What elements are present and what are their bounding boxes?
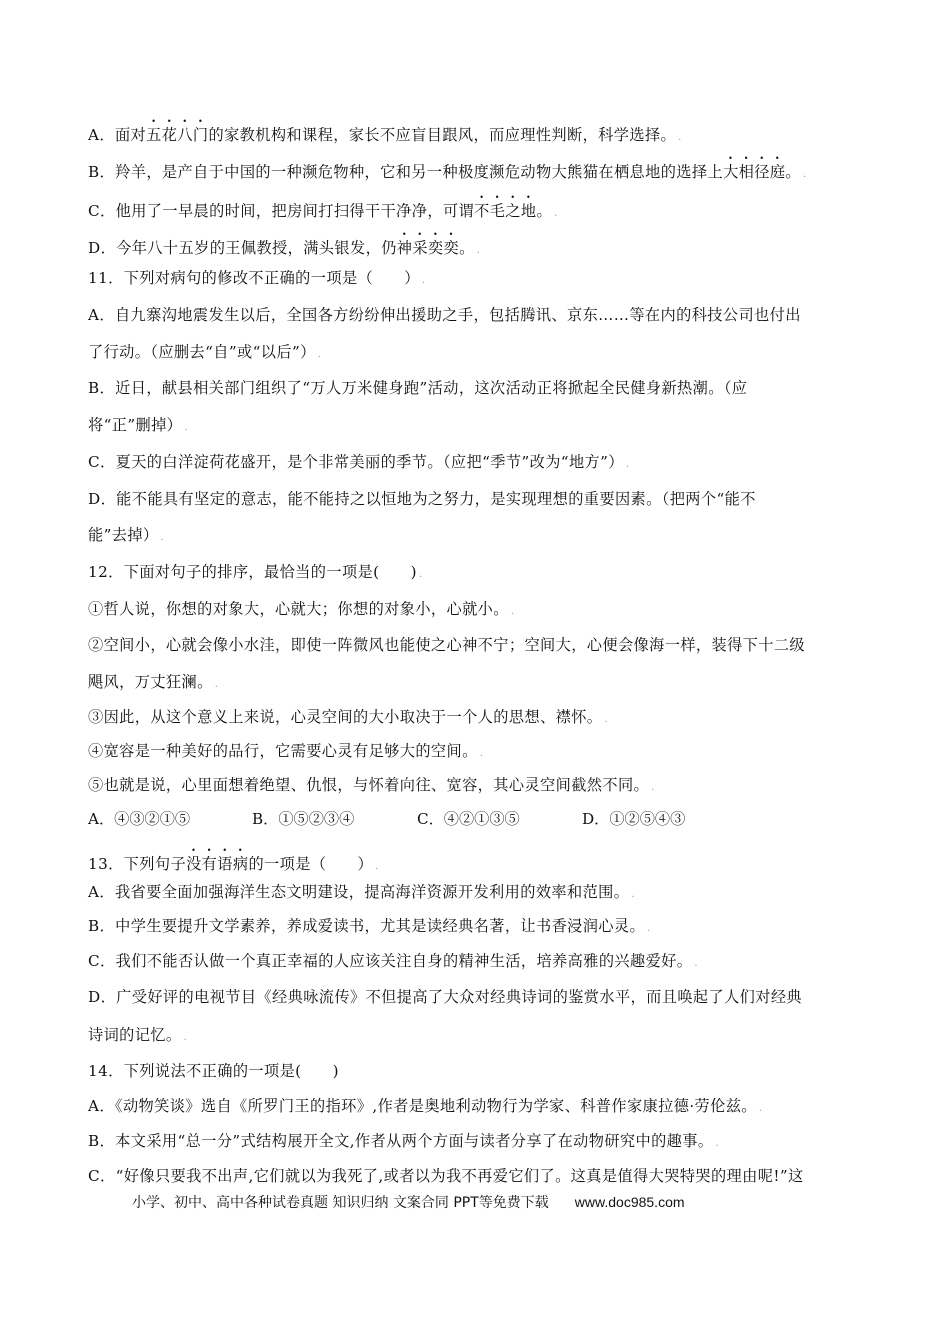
question-11-stem: 11．下列对病句的修改不正确的一项是（ ） . <box>88 269 426 287</box>
question-12-sentence-2-line1: ②空间小，心就会像小水洼，即使一阵微风也能使之心神不宁；空间大，心便会像海一样，装得下十二级 <box>88 636 806 654</box>
question-10-option-d: D．今年八十五岁的王佩教授，满头银发，仍神采奕奕。 . <box>88 239 481 257</box>
footer-url[interactable]: www.doc985.com <box>574 1194 685 1210</box>
emphasized-phrase: 没有语病 <box>186 855 249 873</box>
emphasized-phrase: 大相径庭 <box>723 163 786 181</box>
question-12-sentence-3: ③因此，从这个意义上来说，心灵空间的大小取决于一个人的思想、襟怀。 . <box>88 708 608 726</box>
question-13-option-a: A．我省要全面加强海洋生态文明建设，提高海洋资源开发利用的效率和范围。 . <box>88 883 635 901</box>
question-14-option-b: B．本文采用“总一分”式结构展开全文,作者从两个方面与读者分享了在动物研究中的趣事。 . <box>88 1132 720 1150</box>
question-11-option-a-line2: 了行动。（应删去“自”或“以后”） . <box>88 343 322 361</box>
question-10-option-a: A．面对五花八门的家教机构和课程，家长不应盲目跟风，而应理性判断，科学选择。 . <box>88 126 682 144</box>
question-12-sentence-1: ①哲人说，你想的对象大，心就大；你想的对象小，心就小。 . <box>88 600 515 618</box>
question-11-option-c: C．夏天的白洋淀荷花盛开，是个非常美丽的季节。（应把“季节”改为“地方”） . <box>88 453 630 471</box>
question-13-stem: 13．下列句子没有语病的一项是（ ） . <box>88 855 379 873</box>
question-11-option-d-line2: 能”去掉） . <box>88 526 165 544</box>
question-12-stem: 12．下面对句子的排序，最恰当的一项是( ) . <box>88 563 423 581</box>
question-11-option-b-line2: 将“正”删掉） . <box>88 416 188 434</box>
question-13-option-d-line1: D．广受好评的电视节目《经典咏流传》不但提高了大众对经典诗词的鉴赏水平，而且唤起了人们对经典 <box>88 988 803 1006</box>
emphasized-phrase: 神采奕奕 <box>396 239 460 257</box>
option-a: A．④③②①⑤ <box>88 810 191 828</box>
question-10-option-b: B．羚羊，是产自于中国的一种濒危物种，它和另一种极度濒危动物大熊猫在栖息地的选择上大相径庭。 . <box>88 163 807 181</box>
question-11-option-a-line1: A．自九寨沟地震发生以后，全国各方纷纷伸出援助之手，包括腾讯、京东……等在内的科技公司也付出 <box>88 306 801 324</box>
question-12-sentence-4: ④宽容是一种美好的品行，它需要心灵有足够大的空间。 . <box>88 742 484 760</box>
question-14-stem: 14．下列说法不正确的一项是( ) <box>88 1062 340 1080</box>
question-10-option-c: C．他用了一早晨的时间，把房间打扫得干干净净，可谓不毛之地。 . <box>88 202 558 220</box>
question-14-option-c-line1: C．“好像只要我不出声,它们就以为我死了,或者以为我不再爱它们了。这真是值得大哭特哭的理由呢!”这 <box>88 1167 804 1185</box>
option-d: D．①②⑤④③ <box>582 810 686 828</box>
question-12-sentence-2-line2: 飓风，万丈狂澜。 . <box>88 673 219 691</box>
option-c: C．④②①③⑤ <box>417 810 520 828</box>
option-b: B．①⑤②③④ <box>252 810 355 828</box>
question-14-option-a: A．《动物笑谈》选自《所罗门王的指环》,作者是奥地利动物行为学家、科普作家康拉德·劳伦兹。 . <box>88 1097 763 1115</box>
question-12-sentence-5: ⑤也就是说，心里面想着绝望、仇恨，与怀着向往、宽容，其心灵空间截然不同。 . <box>88 776 655 794</box>
question-11-option-b-line1: B．近日，献县相关部门组织了“万人万米健身跑”活动，这次活动正将掀起全民健身新热潮。（应 <box>88 379 748 397</box>
question-11-option-d-line1: D．能不能具有坚定的意志，能不能持之以恒地为之努力，是实现理想的重要因素。（把两个“能不 <box>88 490 756 508</box>
emphasized-phrase: 五花八门 <box>146 126 209 144</box>
question-12-options <box>88 809 888 829</box>
footer-text: 小学、初中、高中各种试卷真题 知识归纳 文案合同 PPT等免费下载 <box>132 1195 549 1211</box>
emphasized-phrase: 不毛之地 <box>474 202 537 220</box>
page-footer <box>132 1193 685 1212</box>
question-13-option-b: B．中学生要提升文学素养，养成爱读书，尤其是读经典名著，让书香浸润心灵。 . <box>88 917 651 935</box>
question-13-option-d-line2: 诗词的记忆。 . <box>88 1026 188 1044</box>
question-13-option-c: C．我们不能否认做一个真正幸福的人应该关注自身的精神生活，培养高雅的兴趣爱好。 . <box>88 952 698 970</box>
